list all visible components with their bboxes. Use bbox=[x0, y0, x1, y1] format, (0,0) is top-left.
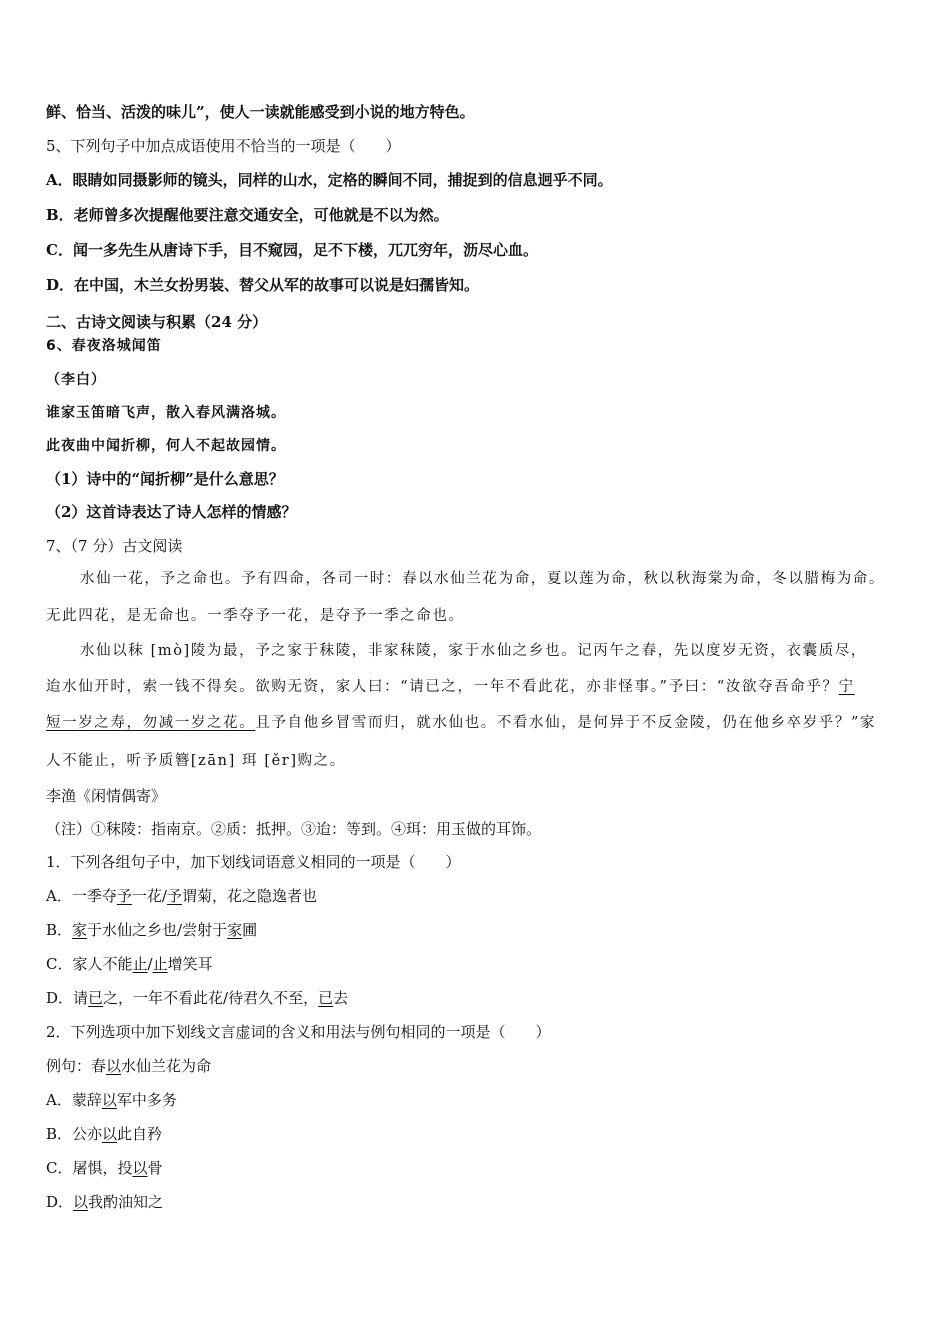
underlined-text: 以 bbox=[102, 1125, 118, 1143]
option-1c bbox=[46, 954, 213, 974]
option-2c bbox=[46, 1158, 163, 1178]
question-6-2: （2）这首诗表达了诗人怎样的情感？ bbox=[46, 503, 297, 521]
question-5: 5、下列句子中加点成语使用不恰当的一项是（ ） bbox=[46, 137, 401, 155]
option-text: 之，一年不看此花/待君久不至， bbox=[103, 989, 319, 1007]
passage-source: 李渔《闲情偶寄》 bbox=[46, 787, 167, 805]
option-text: B． bbox=[46, 921, 73, 939]
poem-line-2: 此夜曲中闻折柳，何人不起故园情。 bbox=[46, 438, 286, 454]
underlined-text: 已 bbox=[318, 989, 334, 1007]
passage-line: 无此四花，是无命也。一季夺予一花，是夺予一季之命也。 bbox=[46, 608, 465, 624]
question-7: 7、（7 分）古文阅读 bbox=[46, 537, 183, 555]
poem-line-1: 谁家玉笛暗飞声，散入春风满洛城。 bbox=[46, 405, 286, 421]
option-text: 我酌油知之 bbox=[88, 1193, 164, 1211]
underlined-text: 以 bbox=[101, 1091, 117, 1109]
option-2d bbox=[46, 1192, 163, 1212]
underlined-text: 以 bbox=[106, 1057, 122, 1075]
option-text: C．屠惧，投 bbox=[46, 1159, 133, 1177]
example-sentence bbox=[46, 1056, 211, 1076]
underlined-text: 止 bbox=[132, 955, 148, 973]
option-1d bbox=[46, 988, 348, 1008]
question-6-1: （1）诗中的“闻折柳”是什么意思？ bbox=[46, 470, 284, 488]
passage-text: 且予自他乡冒雪而归，就水仙也。不看水仙，是何异于不反金陵，仍在他乡卒岁乎？”家 bbox=[255, 715, 877, 731]
option-1b bbox=[46, 920, 257, 940]
option-5d: D．在中国，木兰女扮男装、替父从军的故事可以说是妇孺皆知。 bbox=[46, 276, 480, 294]
option-text: / bbox=[147, 955, 153, 973]
underlined-text: 宁 bbox=[838, 679, 855, 695]
option-2a bbox=[46, 1090, 177, 1110]
option-text: C．家人不能 bbox=[46, 955, 133, 973]
underlined-text: 以 bbox=[73, 1193, 89, 1211]
passage-line bbox=[46, 713, 876, 733]
section-heading: 二、古诗文阅读与积累（24 分） bbox=[46, 313, 268, 331]
passage-note: （注）①秣陵：指南京。②质：抵押。③迨：等到。④珥：用玉做的耳饰。 bbox=[46, 820, 542, 838]
underlined-text: 止 bbox=[152, 955, 168, 973]
option-text: D． bbox=[46, 1193, 74, 1211]
underlined-text: 短一岁之寿，勿减一岁之花。 bbox=[46, 715, 256, 731]
underlined-text: 家 bbox=[72, 921, 88, 939]
underlined-text: 家 bbox=[227, 921, 243, 939]
question-6-title: 6、春夜洛城闻笛 bbox=[46, 338, 162, 354]
option-1a bbox=[46, 886, 317, 906]
option-text: 例句：春 bbox=[46, 1057, 107, 1075]
passage-line: 水仙一花，予之命也。予有四命，各司一时：春以水仙兰花为命，夏以莲为命，秋以秋海棠为命，冬以腊梅为命。 bbox=[80, 571, 885, 587]
option-text: 一花/ bbox=[131, 887, 167, 905]
passage-text: 迨水仙开时，索一钱不得矣。欲购无资，家人曰：“请已之，一年不看此花，亦非怪事。”予曰：“汝欲夺吾命乎？ bbox=[46, 679, 839, 695]
option-text: 此自矜 bbox=[117, 1125, 163, 1143]
underlined-text: 以 bbox=[132, 1159, 148, 1177]
underlined-text: 已 bbox=[88, 989, 104, 1007]
option-text: 圃 bbox=[242, 921, 258, 939]
option-text: 于水仙之乡也/尝射于 bbox=[87, 921, 228, 939]
underlined-text: 予 bbox=[116, 887, 132, 905]
option-text: B．公亦 bbox=[46, 1125, 103, 1143]
passage-line: 水仙以秣 [mò]陵为最，予之家于秣陵，非家秣陵，家于水仙之乡也。记丙午之春，先以度岁无资，衣囊质尽， bbox=[80, 643, 867, 659]
poem-author: （李白） bbox=[46, 372, 106, 388]
option-text: D．请 bbox=[46, 989, 89, 1007]
option-5c: C．闻一多先生从唐诗下手，目不窥园，足不下楼，兀兀穷年，沥尽心血。 bbox=[46, 241, 538, 259]
option-text: 去 bbox=[333, 989, 349, 1007]
option-text: 水仙兰花为命 bbox=[121, 1057, 212, 1075]
option-text: A．一季夺 bbox=[46, 887, 117, 905]
option-text: 增笑耳 bbox=[167, 955, 213, 973]
sub-question-1: 1．下列各组句子中，加下划线词语意义相同的一项是（ ） bbox=[46, 853, 461, 871]
passage-line: 人不能止，听予质簪[zān] 珥 [ěr]购之。 bbox=[46, 753, 346, 769]
sub-question-2: 2．下列选项中加下划线文言虚词的含义和用法与例句相同的一项是（ ） bbox=[46, 1023, 551, 1041]
underlined-text: 予 bbox=[166, 887, 182, 905]
option-text: 骨 bbox=[147, 1159, 163, 1177]
option-text: 谓菊，花之隐逸者也 bbox=[181, 887, 317, 905]
option-text: 军中多务 bbox=[116, 1091, 177, 1109]
option-5a: A．眼睛如同摄影师的镜头，同样的山水，定格的瞬间不同，捕捉到的信息迥乎不同。 bbox=[46, 171, 613, 189]
option-2b bbox=[46, 1124, 162, 1144]
option-5b: B．老师曾多次提醒他要注意交通安全，可他就是不以为然。 bbox=[46, 206, 449, 224]
passage-line bbox=[46, 677, 855, 697]
option-text: A．蒙辞 bbox=[46, 1091, 102, 1109]
text-line: 鲜、恰当、活泼的味儿”，使人一读就能感受到小说的地方特色。 bbox=[46, 103, 475, 121]
